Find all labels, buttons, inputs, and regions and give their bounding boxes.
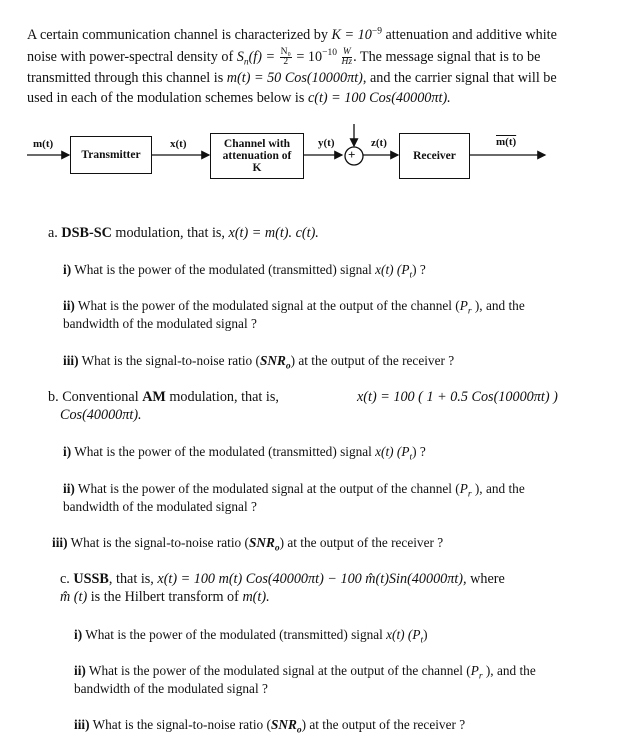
part-a-q2: ii) What is the power of the modulated signal at the output of the channel ($P_r$ ), and the bbox=[63, 298, 525, 317]
part-a-heading: a. DSB-SC modulation, that is, x(t) = m(t). c(t). bbox=[48, 225, 319, 241]
receiver-block: Receiver bbox=[399, 133, 470, 179]
unit-fraction: $\frac{W}{Hz}$ bbox=[341, 47, 353, 67]
part-b-heading: b. Conventional AM modulation, that is, bbox=[48, 389, 279, 405]
part-c-q1: i) What is the power of the modulated (transmitted) signal x(t) $(P_t)$ bbox=[74, 627, 428, 646]
part-b-q2-line2: bandwidth of the modulated signal ? bbox=[63, 499, 257, 514]
part-b-q3: iii) What is the signal-to-noise ratio $(SNR_o)$ at the output of the receiver ? bbox=[52, 535, 444, 554]
intro-line-4: used in each of the modulation schemes below is c(t) = 100 Cos(40000πt). bbox=[27, 90, 451, 106]
part-c-q2-line2: bandwidth of the modulated signal ? bbox=[74, 681, 268, 696]
part-c-q2: ii) What is the power of the modulated signal at the output of the channel ($P_r$ ), and the bbox=[74, 663, 536, 682]
transmitter-block: Transmitter bbox=[70, 136, 152, 174]
intro-line-1: A certain communication channel is characterized by $K = 10^{-9}$ attenuation and additive white bbox=[27, 26, 557, 43]
channel-block: Channel with attenuation of K bbox=[210, 133, 304, 179]
part-b-q2: ii) What is the power of the modulated signal at the output of the channel ($P_r$ ), and the bbox=[63, 481, 525, 500]
input-signal-label: m(t) bbox=[33, 138, 54, 150]
part-b-q1: i) What is the power of the modulated (transmitted) signal x(t) $(P_t)$ ? bbox=[63, 444, 426, 463]
part-a-q1: i) What is the power of the modulated (transmitted) signal x(t) $(P_t)$ ? bbox=[63, 262, 426, 281]
z-signal-label: z(t) bbox=[371, 137, 387, 149]
intro-line-2: noise with power-spectral density of $S_n(f)$ = $\frac{\text{N₀}}{2}$ = $10^{-10}$ $\frac{W}{Hz}$ . The message signal that is to be bbox=[27, 47, 541, 68]
x-signal-label: x(t) bbox=[170, 138, 187, 150]
intro-line-3: transmitted through this channel is m(t) = 50 Cos(10000πt), and the carrier signal that will be bbox=[27, 70, 557, 86]
output-signal-label: m(t) bbox=[496, 136, 517, 148]
part-c-heading: c. USSB, that is, x(t) = 100 m(t) Cos(40000πt) − 100 m̂(t)Sin(40000πt), where bbox=[60, 571, 505, 587]
part-a-q3: iii) What is the signal-to-noise ratio $(SNR_o)$ at the output of the receiver ? bbox=[63, 353, 455, 372]
part-a-q2-line2: bandwidth of the modulated signal ? bbox=[63, 316, 257, 331]
part-c-heading-line2: m̂ (t) is the Hilbert transform of m(t). bbox=[60, 589, 270, 605]
part-b-heading-math: x(t) = 100 ( 1 + 0.5 Cos(10000πt) ) bbox=[357, 389, 558, 405]
y-signal-label: y(t) bbox=[318, 137, 335, 149]
plus-sign: + bbox=[348, 147, 356, 162]
part-c-q3: iii) What is the signal-to-noise ratio $(SNR_o)$ at the output of the receiver ? bbox=[74, 717, 466, 736]
n0-fraction: $\frac{\text{N₀}}{2}$ bbox=[280, 47, 291, 67]
part-b-heading-line2: Cos(40000πt). bbox=[60, 407, 142, 423]
